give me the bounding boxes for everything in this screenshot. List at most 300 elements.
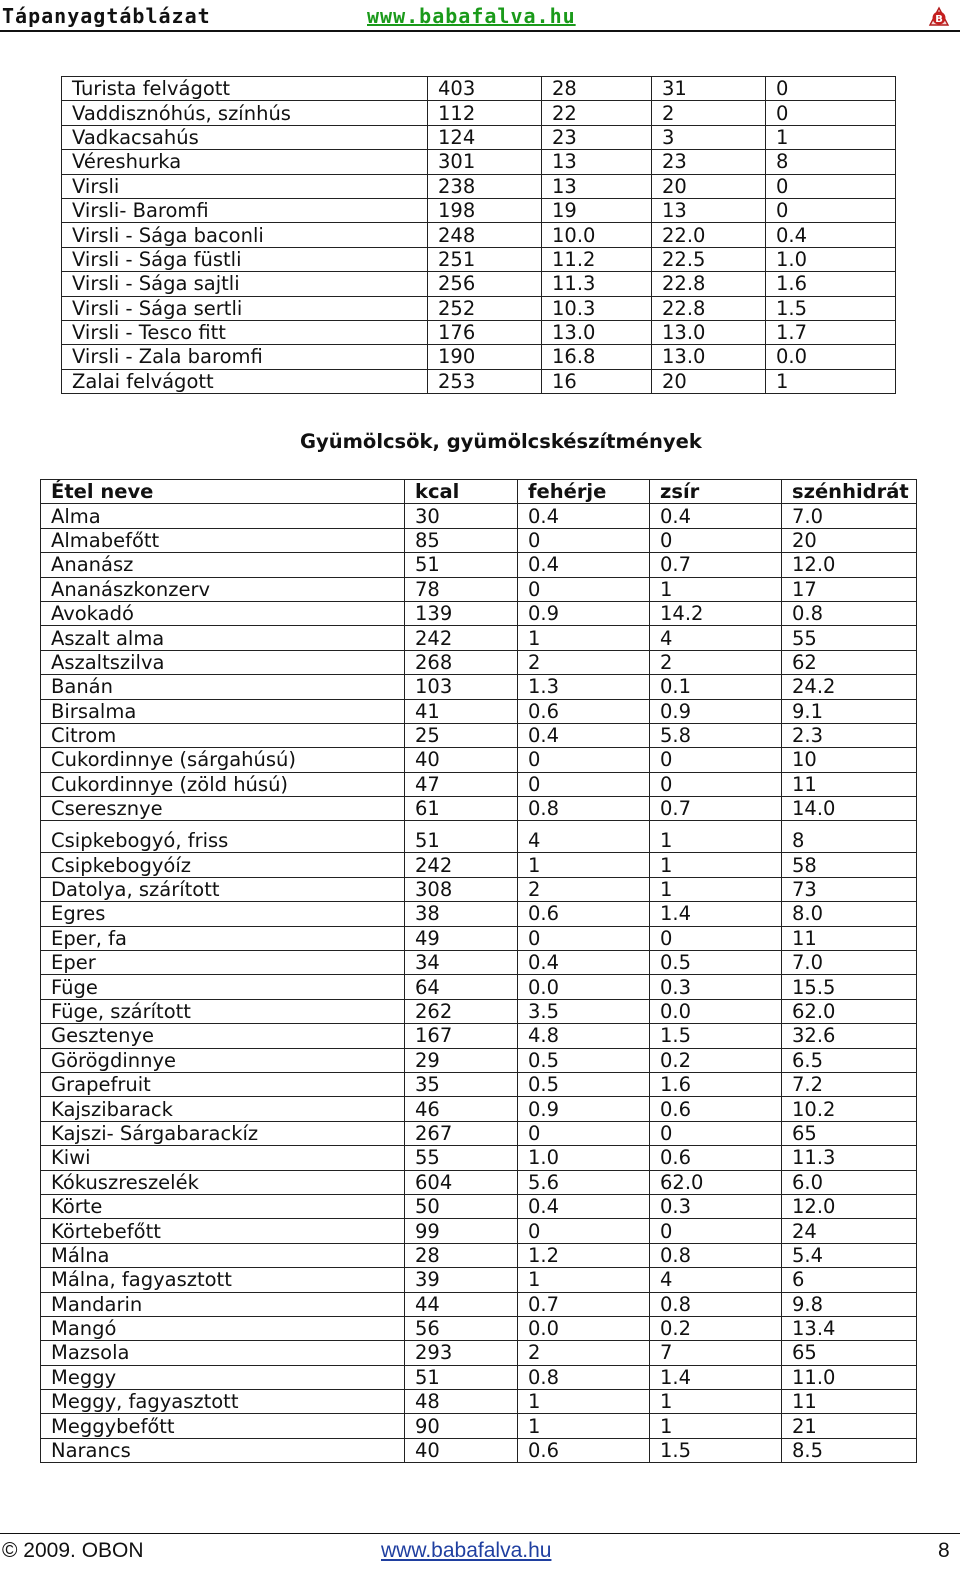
- table-cell: 0: [518, 577, 650, 601]
- table-cell: 112: [428, 101, 542, 125]
- table-row: [41, 1219, 917, 1243]
- table-cell: 13.4: [782, 1316, 917, 1340]
- table-row: [41, 1170, 917, 1194]
- table-cell: 56: [405, 1316, 518, 1340]
- table-cell: 39: [405, 1268, 518, 1292]
- table-cell: 0.6: [518, 699, 650, 723]
- table-cell: 3: [652, 125, 766, 149]
- table-cell: 51: [405, 821, 518, 853]
- table-cell: 0.3: [650, 1194, 782, 1218]
- table-cell: 21: [782, 1414, 917, 1438]
- table-cell: 7.0: [782, 951, 917, 975]
- table-cell: 30: [405, 504, 518, 528]
- table-cell: 7: [650, 1341, 782, 1365]
- table-cell: 0: [650, 1219, 782, 1243]
- table-cell: 58: [782, 853, 917, 877]
- table-cell: 1.0: [518, 1146, 650, 1170]
- table-row: [62, 272, 896, 296]
- table-row: [62, 174, 896, 198]
- table-row: [41, 601, 917, 625]
- table-cell: 604: [405, 1170, 518, 1194]
- table-cell: 62.0: [650, 1170, 782, 1194]
- table-cell: 6: [782, 1268, 917, 1292]
- footer-copyright: © 2009. OBON: [2, 1539, 144, 1562]
- table-cell: 0: [766, 77, 896, 101]
- table-cell: 10: [782, 748, 917, 772]
- table-cell: 22.8: [652, 296, 766, 320]
- table-cell: 0: [650, 528, 782, 552]
- table-cell: 22: [542, 101, 652, 125]
- table-cell: 7.0: [782, 504, 917, 528]
- table-header-row: [41, 480, 917, 504]
- table-cell: 1.6: [766, 272, 896, 296]
- table-cell: 308: [405, 877, 518, 901]
- table-cell: Virsli - Sága baconli: [62, 223, 428, 247]
- table-cell: Véreshurka: [62, 150, 428, 174]
- table-cell: 14.0: [782, 797, 917, 821]
- table-cell: 4: [650, 1268, 782, 1292]
- table-cell: 12.0: [782, 553, 917, 577]
- table-cell: 0.5: [518, 1072, 650, 1096]
- table-row: [41, 1414, 917, 1438]
- table-cell: 1: [650, 877, 782, 901]
- table-cell: 48: [405, 1390, 518, 1414]
- table-cell: 3.5: [518, 999, 650, 1023]
- table-cell: Cukordinnye (sárgahúsú): [41, 748, 405, 772]
- table-cell: 1: [518, 1390, 650, 1414]
- table-cell: 11: [782, 772, 917, 796]
- table-cell: 1: [650, 821, 782, 853]
- table-cell: 0.5: [518, 1048, 650, 1072]
- table-cell: 19: [542, 198, 652, 222]
- table-cell: Ananász: [41, 553, 405, 577]
- table-cell: 9.1: [782, 699, 917, 723]
- table-row: [41, 577, 917, 601]
- footer-website-link[interactable]: www.babafalva.hu: [381, 1539, 552, 1562]
- table-cell: 0.4: [518, 504, 650, 528]
- table-cell: 22.5: [652, 247, 766, 271]
- table-cell: 1: [518, 1414, 650, 1438]
- table-row: [41, 1316, 917, 1340]
- table-cell: Málna, fagyasztott: [41, 1268, 405, 1292]
- table-cell: 23: [542, 125, 652, 149]
- table-row: [41, 723, 917, 747]
- table-cell: 1: [650, 1414, 782, 1438]
- table-row: [41, 650, 917, 674]
- table-cell: 242: [405, 853, 518, 877]
- table-row: [62, 345, 896, 369]
- table-cell: Grapefruit: [41, 1072, 405, 1096]
- table-cell: 0.0: [518, 1316, 650, 1340]
- table-cell: 35: [405, 1072, 518, 1096]
- table-cell: 0.3: [650, 975, 782, 999]
- table-cell: 64: [405, 975, 518, 999]
- table-cell: 0.7: [650, 797, 782, 821]
- table-cell: Eper: [41, 951, 405, 975]
- table-row: [41, 1341, 917, 1365]
- table-row: [41, 1390, 917, 1414]
- table-cell: 1: [766, 125, 896, 149]
- table-cell: 0.8: [782, 601, 917, 625]
- table-cell: Görögdinnye: [41, 1048, 405, 1072]
- table-cell: 0.7: [518, 1292, 650, 1316]
- table-cell: 242: [405, 626, 518, 650]
- table-cell: 29: [405, 1048, 518, 1072]
- table-cell: 46: [405, 1097, 518, 1121]
- table-row: [41, 553, 917, 577]
- table-cell: 10.0: [542, 223, 652, 247]
- table-cell: 99: [405, 1219, 518, 1243]
- page-header: [0, 0, 960, 34]
- table-cell: Meggybefőtt: [41, 1414, 405, 1438]
- table-cell: 0.0: [766, 345, 896, 369]
- table-row: [41, 626, 917, 650]
- table-row: [41, 675, 917, 699]
- table-cell: Turista felvágott: [62, 77, 428, 101]
- table-cell: 0.0: [650, 999, 782, 1023]
- table-cell: 22.8: [652, 272, 766, 296]
- table-cell: Datolya, szárított: [41, 877, 405, 901]
- table-cell: 4: [650, 626, 782, 650]
- table-row: [41, 504, 917, 528]
- table-row: [41, 902, 917, 926]
- table-cell: Cukordinnye (zöld húsú): [41, 772, 405, 796]
- table-cell: 0: [518, 1219, 650, 1243]
- table-cell: Mazsola: [41, 1341, 405, 1365]
- table-cell: 65: [782, 1341, 917, 1365]
- table-cell: 41: [405, 699, 518, 723]
- table-cell: 62.0: [782, 999, 917, 1023]
- table-cell: 0.6: [518, 902, 650, 926]
- table-cell: 22.0: [652, 223, 766, 247]
- table-cell: 0.9: [518, 1097, 650, 1121]
- table-cell: Virsli - Sága sertli: [62, 296, 428, 320]
- table-cell: 1: [518, 626, 650, 650]
- table-cell: Aszaltszilva: [41, 650, 405, 674]
- table-cell: Virsli: [62, 174, 428, 198]
- table-cell: 0.7: [650, 553, 782, 577]
- table-cell: 198: [428, 198, 542, 222]
- table-row: [62, 223, 896, 247]
- table-cell: 0.4: [518, 553, 650, 577]
- table-cell: 1.5: [650, 1024, 782, 1048]
- table-cell: 8.5: [782, 1438, 917, 1462]
- table-cell: 262: [405, 999, 518, 1023]
- table-cell: 11: [782, 926, 917, 950]
- table-cell: 0.9: [518, 601, 650, 625]
- fruits-table: [40, 479, 917, 1463]
- table-row: [41, 1438, 917, 1462]
- table-cell: 13: [542, 150, 652, 174]
- table-row: [41, 1121, 917, 1145]
- table-cell: 301: [428, 150, 542, 174]
- table-cell: 0.6: [650, 1097, 782, 1121]
- table-cell: Kajszibarack: [41, 1097, 405, 1121]
- table-cell: Mandarin: [41, 1292, 405, 1316]
- table-row: [41, 926, 917, 950]
- table-cell: 1: [650, 1390, 782, 1414]
- table-cell: 0.2: [650, 1316, 782, 1340]
- table-cell: 2: [518, 877, 650, 901]
- header-website-link[interactable]: www.babafalva.hu: [367, 4, 576, 28]
- table-cell: 1: [650, 577, 782, 601]
- table-cell: 0: [650, 748, 782, 772]
- table-row: [41, 699, 917, 723]
- table-cell: Füge, szárított: [41, 999, 405, 1023]
- table-cell: 15.5: [782, 975, 917, 999]
- table-row: [41, 1194, 917, 1218]
- table-cell: 6.5: [782, 1048, 917, 1072]
- table-cell: 73: [782, 877, 917, 901]
- table-cell: 61: [405, 797, 518, 821]
- table-cell: 103: [405, 675, 518, 699]
- table-cell: 16.8: [542, 345, 652, 369]
- table-cell: Vadkacsahús: [62, 125, 428, 149]
- table-cell: 0: [650, 772, 782, 796]
- table-row: [41, 999, 917, 1023]
- table-cell: 6.0: [782, 1170, 917, 1194]
- table-cell: 1.6: [650, 1072, 782, 1096]
- table-cell: 5.6: [518, 1170, 650, 1194]
- table-row: [41, 1048, 917, 1072]
- table-cell: Almabefőtt: [41, 528, 405, 552]
- table-row: [41, 772, 917, 796]
- table-cell: 267: [405, 1121, 518, 1145]
- table-cell: Körte: [41, 1194, 405, 1218]
- column-header: zsír: [650, 480, 782, 504]
- table-cell: 0.8: [518, 1365, 650, 1389]
- table-cell: 5.4: [782, 1243, 917, 1267]
- table-cell: 0.8: [650, 1292, 782, 1316]
- table-row: [62, 150, 896, 174]
- table-cell: 403: [428, 77, 542, 101]
- table-row: [62, 77, 896, 101]
- table-row: [41, 1097, 917, 1121]
- table-cell: 65: [782, 1121, 917, 1145]
- table-cell: 0: [766, 198, 896, 222]
- table-cell: Eper, fa: [41, 926, 405, 950]
- table-cell: 0: [650, 926, 782, 950]
- table-cell: 24.2: [782, 675, 917, 699]
- svg-text:B: B: [935, 14, 943, 25]
- table-cell: 12.0: [782, 1194, 917, 1218]
- table-cell: 10.3: [542, 296, 652, 320]
- table-cell: 4: [518, 821, 650, 853]
- table-cell: 44: [405, 1292, 518, 1316]
- table-cell: 13.0: [652, 345, 766, 369]
- column-header: szénhidrát: [782, 480, 917, 504]
- section-title-fruits: Gyümölcsök, gyümölcskészítmények: [300, 430, 702, 453]
- table-row: [62, 320, 896, 344]
- table-cell: Kajszi- Sárgabarackíz: [41, 1121, 405, 1145]
- table-row: [41, 748, 917, 772]
- table-cell: 0: [766, 101, 896, 125]
- table-cell: 51: [405, 553, 518, 577]
- table-cell: Banán: [41, 675, 405, 699]
- table-cell: 28: [405, 1243, 518, 1267]
- header-divider: [0, 30, 960, 32]
- table-cell: 25: [405, 723, 518, 747]
- table-cell: Virsli - Sága sajtli: [62, 272, 428, 296]
- table-row: [41, 975, 917, 999]
- table-cell: 34: [405, 951, 518, 975]
- table-cell: 13: [652, 198, 766, 222]
- table-row: [41, 821, 917, 853]
- table-cell: 1.4: [650, 902, 782, 926]
- document-title: Tápanyagtáblázat: [2, 4, 211, 28]
- table-cell: 10.2: [782, 1097, 917, 1121]
- table-row: [41, 1072, 917, 1096]
- table-cell: Ananászkonzerv: [41, 577, 405, 601]
- table-cell: 11.3: [542, 272, 652, 296]
- table-cell: Narancs: [41, 1438, 405, 1462]
- table-row: [41, 1024, 917, 1048]
- table-cell: 176: [428, 320, 542, 344]
- table-row: [41, 1292, 917, 1316]
- column-header: fehérje: [518, 480, 650, 504]
- table-cell: 8: [766, 150, 896, 174]
- table-cell: 0: [518, 748, 650, 772]
- table-cell: Zalai felvágott: [62, 369, 428, 393]
- table-cell: 62: [782, 650, 917, 674]
- table-cell: 14.2: [650, 601, 782, 625]
- table-cell: 248: [428, 223, 542, 247]
- table-cell: Virsli- Baromfi: [62, 198, 428, 222]
- table-cell: 0.8: [518, 797, 650, 821]
- table-cell: 0: [650, 1121, 782, 1145]
- table-cell: 11: [782, 1390, 917, 1414]
- table-cell: 40: [405, 1438, 518, 1462]
- table-cell: 0: [518, 528, 650, 552]
- table-cell: 13.0: [652, 320, 766, 344]
- table-cell: 90: [405, 1414, 518, 1438]
- table-cell: Egres: [41, 902, 405, 926]
- table-cell: 0.0: [518, 975, 650, 999]
- table-row: [41, 951, 917, 975]
- table-cell: Virsli - Zala baromfi: [62, 345, 428, 369]
- table-cell: Csipkebogyó, friss: [41, 821, 405, 853]
- table-row: [62, 247, 896, 271]
- table-cell: 0.6: [518, 1438, 650, 1462]
- meat-products-table: [61, 76, 896, 394]
- table-cell: 20: [652, 174, 766, 198]
- table-cell: 55: [782, 626, 917, 650]
- table-cell: 0.6: [650, 1146, 782, 1170]
- table-cell: 238: [428, 174, 542, 198]
- table-row: [41, 1365, 917, 1389]
- table-row: [62, 101, 896, 125]
- table-cell: Kókuszreszelék: [41, 1170, 405, 1194]
- table-cell: 0.1: [650, 675, 782, 699]
- table-cell: 0.8: [650, 1243, 782, 1267]
- table-cell: Málna: [41, 1243, 405, 1267]
- table-cell: 2: [518, 1341, 650, 1365]
- table-cell: 0: [766, 174, 896, 198]
- table-cell: 11.2: [542, 247, 652, 271]
- table-row: [41, 1243, 917, 1267]
- table-cell: 50: [405, 1194, 518, 1218]
- table-row: [62, 296, 896, 320]
- table-cell: 0.4: [518, 723, 650, 747]
- table-cell: 49: [405, 926, 518, 950]
- table-cell: Virsli - Sága füstli: [62, 247, 428, 271]
- table-cell: 8.0: [782, 902, 917, 926]
- table-cell: Mangó: [41, 1316, 405, 1340]
- table-cell: 2.3: [782, 723, 917, 747]
- table-cell: Füge: [41, 975, 405, 999]
- table-cell: 1: [518, 853, 650, 877]
- table-cell: 0: [518, 1121, 650, 1145]
- table-cell: Cseresznye: [41, 797, 405, 821]
- table-row: [41, 853, 917, 877]
- table-cell: 1: [518, 1268, 650, 1292]
- table-cell: 31: [652, 77, 766, 101]
- table-cell: 13: [542, 174, 652, 198]
- table-cell: 7.2: [782, 1072, 917, 1096]
- table-cell: 1.7: [766, 320, 896, 344]
- table-row: [62, 369, 896, 393]
- table-cell: 38: [405, 902, 518, 926]
- footer-divider: [0, 1533, 960, 1534]
- table-cell: 0.4: [518, 951, 650, 975]
- table-cell: 85: [405, 528, 518, 552]
- table-row: [41, 797, 917, 821]
- table-row: [41, 528, 917, 552]
- table-cell: 47: [405, 772, 518, 796]
- table-cell: 0.4: [650, 504, 782, 528]
- table-cell: 0.9: [650, 699, 782, 723]
- table-cell: 1.2: [518, 1243, 650, 1267]
- table-cell: 32.6: [782, 1024, 917, 1048]
- table-row: [41, 877, 917, 901]
- table-cell: 55: [405, 1146, 518, 1170]
- table-cell: 256: [428, 272, 542, 296]
- table-cell: 252: [428, 296, 542, 320]
- table-cell: 11.3: [782, 1146, 917, 1170]
- table-cell: 0.4: [518, 1194, 650, 1218]
- table-cell: 24: [782, 1219, 917, 1243]
- table-cell: 1: [650, 853, 782, 877]
- column-header: kcal: [405, 480, 518, 504]
- table-cell: 28: [542, 77, 652, 101]
- table-cell: 4.8: [518, 1024, 650, 1048]
- table-cell: 20: [782, 528, 917, 552]
- table-cell: 167: [405, 1024, 518, 1048]
- page-number: 8: [938, 1539, 950, 1562]
- table-row: [62, 125, 896, 149]
- column-header: Étel neve: [41, 480, 405, 504]
- table-cell: Citrom: [41, 723, 405, 747]
- table-cell: 253: [428, 369, 542, 393]
- table-cell: 9.8: [782, 1292, 917, 1316]
- babafalva-logo-icon: [928, 6, 950, 26]
- table-cell: 190: [428, 345, 542, 369]
- table-cell: 0: [518, 772, 650, 796]
- table-cell: 2: [518, 650, 650, 674]
- table-cell: 124: [428, 125, 542, 149]
- table-cell: 293: [405, 1341, 518, 1365]
- table-cell: 11.0: [782, 1365, 917, 1389]
- table-row: [62, 198, 896, 222]
- table-cell: 8: [782, 821, 917, 853]
- table-cell: Meggy: [41, 1365, 405, 1389]
- table-cell: 2: [652, 101, 766, 125]
- table-cell: 139: [405, 601, 518, 625]
- table-cell: 78: [405, 577, 518, 601]
- table-cell: Avokadó: [41, 601, 405, 625]
- table-cell: Aszalt alma: [41, 626, 405, 650]
- table-cell: 51: [405, 1365, 518, 1389]
